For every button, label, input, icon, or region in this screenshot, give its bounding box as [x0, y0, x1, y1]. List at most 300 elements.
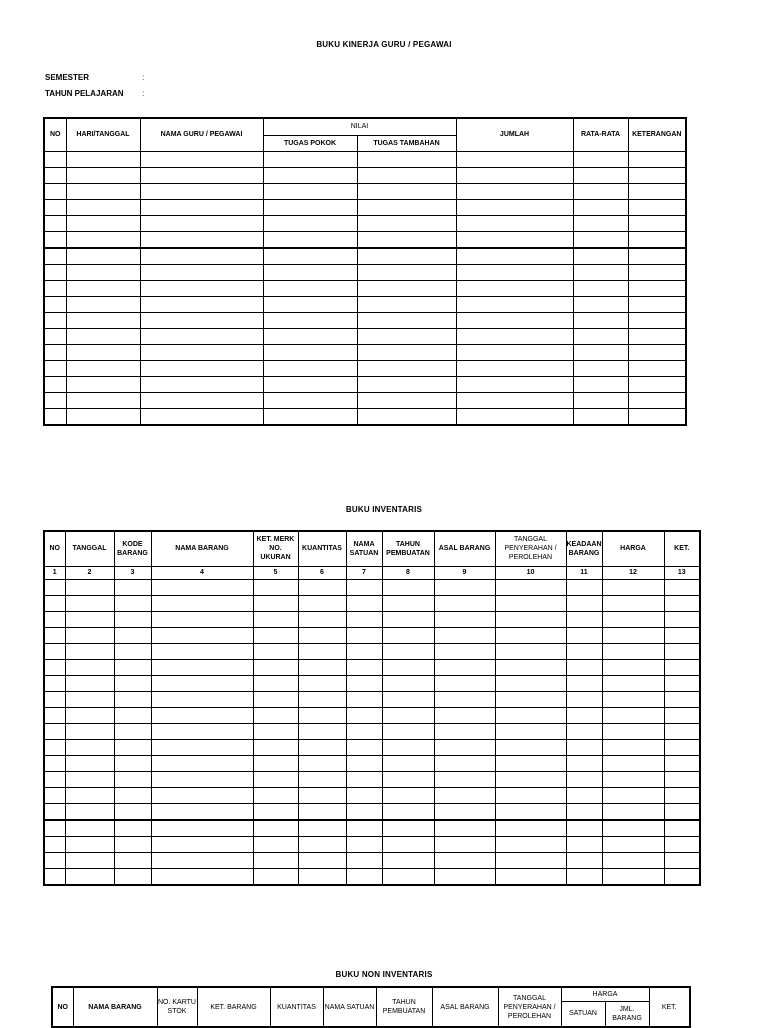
- table-cell[interactable]: [44, 280, 66, 296]
- table-cell[interactable]: [434, 579, 495, 595]
- table-cell[interactable]: [140, 296, 263, 312]
- table-cell[interactable]: [263, 328, 357, 344]
- table-cell[interactable]: [66, 264, 140, 280]
- table-cell[interactable]: [253, 691, 298, 707]
- table-cell[interactable]: [140, 376, 263, 392]
- table-cell[interactable]: [65, 579, 114, 595]
- table-cell[interactable]: [253, 739, 298, 755]
- table-cell[interactable]: [573, 151, 628, 167]
- table-cell[interactable]: [140, 167, 263, 183]
- table-cell[interactable]: [151, 595, 253, 611]
- table-cell[interactable]: [114, 852, 151, 868]
- table-cell[interactable]: [628, 167, 686, 183]
- table-cell[interactable]: [114, 771, 151, 787]
- table-cell[interactable]: [573, 248, 628, 265]
- table-cell[interactable]: [566, 739, 602, 755]
- table-cell[interactable]: [44, 595, 65, 611]
- table-cell[interactable]: [44, 723, 65, 739]
- table-cell[interactable]: [346, 868, 382, 885]
- table-cell[interactable]: [573, 280, 628, 296]
- table-cell[interactable]: [628, 408, 686, 425]
- table-cell[interactable]: [456, 376, 573, 392]
- table-cell[interactable]: [151, 691, 253, 707]
- table-cell[interactable]: [664, 595, 700, 611]
- table-cell[interactable]: [357, 408, 456, 425]
- table-cell[interactable]: [346, 595, 382, 611]
- table-cell[interactable]: [346, 691, 382, 707]
- table-cell[interactable]: [602, 803, 664, 820]
- table-cell[interactable]: [44, 868, 65, 885]
- table-cell[interactable]: [44, 643, 65, 659]
- table-cell[interactable]: [44, 771, 65, 787]
- table-cell[interactable]: [602, 836, 664, 852]
- table-cell[interactable]: [44, 579, 65, 595]
- table-cell[interactable]: [357, 183, 456, 199]
- table-cell[interactable]: [44, 248, 66, 265]
- table-cell[interactable]: [253, 820, 298, 837]
- table-cell[interactable]: [114, 579, 151, 595]
- table-cell[interactable]: [434, 691, 495, 707]
- table-cell[interactable]: [566, 836, 602, 852]
- table-cell[interactable]: [140, 344, 263, 360]
- table-cell[interactable]: [664, 659, 700, 675]
- table-cell[interactable]: [151, 771, 253, 787]
- table-cell[interactable]: [263, 231, 357, 248]
- table-cell[interactable]: [434, 723, 495, 739]
- table-cell[interactable]: [346, 739, 382, 755]
- table-cell[interactable]: [456, 328, 573, 344]
- table-cell[interactable]: [44, 611, 65, 627]
- table-cell[interactable]: [664, 611, 700, 627]
- table-cell[interactable]: [298, 868, 346, 885]
- table-cell[interactable]: [114, 691, 151, 707]
- table-cell[interactable]: [346, 627, 382, 643]
- table-cell[interactable]: [65, 787, 114, 803]
- table-cell[interactable]: [298, 691, 346, 707]
- table-cell[interactable]: [628, 328, 686, 344]
- table-cell[interactable]: [151, 659, 253, 675]
- table-cell[interactable]: [357, 264, 456, 280]
- table-cell[interactable]: [44, 183, 66, 199]
- table-cell[interactable]: [664, 820, 700, 837]
- table-cell[interactable]: [151, 675, 253, 691]
- table-cell[interactable]: [664, 723, 700, 739]
- table-cell[interactable]: [298, 611, 346, 627]
- table-cell[interactable]: [573, 183, 628, 199]
- table-cell[interactable]: [151, 787, 253, 803]
- table-cell[interactable]: [628, 183, 686, 199]
- table-cell[interactable]: [664, 675, 700, 691]
- table-cell[interactable]: [602, 771, 664, 787]
- table-cell[interactable]: [434, 675, 495, 691]
- table-cell[interactable]: [114, 820, 151, 837]
- table-cell[interactable]: [456, 183, 573, 199]
- table-cell[interactable]: [65, 771, 114, 787]
- table-cell[interactable]: [151, 820, 253, 837]
- table-cell[interactable]: [456, 312, 573, 328]
- table-cell[interactable]: [140, 360, 263, 376]
- table-cell[interactable]: [253, 643, 298, 659]
- table-cell[interactable]: [573, 231, 628, 248]
- table-cell[interactable]: [566, 852, 602, 868]
- table-cell[interactable]: [434, 659, 495, 675]
- table-cell[interactable]: [566, 803, 602, 820]
- table-cell[interactable]: [44, 376, 66, 392]
- table-cell[interactable]: [298, 707, 346, 723]
- table-cell[interactable]: [140, 215, 263, 231]
- table-cell[interactable]: [66, 408, 140, 425]
- table-cell[interactable]: [602, 643, 664, 659]
- table-cell[interactable]: [602, 739, 664, 755]
- table-cell[interactable]: [44, 215, 66, 231]
- table-cell[interactable]: [114, 659, 151, 675]
- table-cell[interactable]: [495, 707, 566, 723]
- table-cell[interactable]: [628, 151, 686, 167]
- table-cell[interactable]: [263, 312, 357, 328]
- table-cell[interactable]: [495, 852, 566, 868]
- table-cell[interactable]: [434, 771, 495, 787]
- table-cell[interactable]: [628, 344, 686, 360]
- table-cell[interactable]: [382, 820, 434, 837]
- table-cell[interactable]: [434, 643, 495, 659]
- table-cell[interactable]: [602, 707, 664, 723]
- table-cell[interactable]: [434, 755, 495, 771]
- table-cell[interactable]: [357, 167, 456, 183]
- table-cell[interactable]: [573, 408, 628, 425]
- table-cell[interactable]: [140, 312, 263, 328]
- table-cell[interactable]: [44, 707, 65, 723]
- table-cell[interactable]: [253, 707, 298, 723]
- table-cell[interactable]: [566, 868, 602, 885]
- table-cell[interactable]: [65, 820, 114, 837]
- table-cell[interactable]: [140, 231, 263, 248]
- table-cell[interactable]: [114, 723, 151, 739]
- table-cell[interactable]: [664, 739, 700, 755]
- table-cell[interactable]: [65, 675, 114, 691]
- table-cell[interactable]: [628, 360, 686, 376]
- table-cell[interactable]: [253, 852, 298, 868]
- table-cell[interactable]: [263, 344, 357, 360]
- table-cell[interactable]: [456, 167, 573, 183]
- table-cell[interactable]: [382, 852, 434, 868]
- table-cell[interactable]: [602, 579, 664, 595]
- table-cell[interactable]: [44, 296, 66, 312]
- table-cell[interactable]: [628, 199, 686, 215]
- table-cell[interactable]: [44, 739, 65, 755]
- table-cell[interactable]: [263, 360, 357, 376]
- table-cell[interactable]: [456, 296, 573, 312]
- table-cell[interactable]: [566, 771, 602, 787]
- table-cell[interactable]: [573, 312, 628, 328]
- table-cell[interactable]: [573, 264, 628, 280]
- table-cell[interactable]: [566, 579, 602, 595]
- table-cell[interactable]: [456, 231, 573, 248]
- table-cell[interactable]: [66, 392, 140, 408]
- table-cell[interactable]: [44, 408, 66, 425]
- table-cell[interactable]: [434, 739, 495, 755]
- table-cell[interactable]: [434, 611, 495, 627]
- table-cell[interactable]: [495, 627, 566, 643]
- table-cell[interactable]: [140, 264, 263, 280]
- table-cell[interactable]: [44, 151, 66, 167]
- table-cell[interactable]: [253, 771, 298, 787]
- table-cell[interactable]: [357, 376, 456, 392]
- table-cell[interactable]: [298, 787, 346, 803]
- table-cell[interactable]: [140, 151, 263, 167]
- table-cell[interactable]: [495, 643, 566, 659]
- table-cell[interactable]: [66, 167, 140, 183]
- table-cell[interactable]: [253, 836, 298, 852]
- table-cell[interactable]: [114, 627, 151, 643]
- table-cell[interactable]: [602, 659, 664, 675]
- table-cell[interactable]: [151, 643, 253, 659]
- table-cell[interactable]: [253, 611, 298, 627]
- table-cell[interactable]: [357, 280, 456, 296]
- table-cell[interactable]: [495, 803, 566, 820]
- table-cell[interactable]: [66, 183, 140, 199]
- table-cell[interactable]: [664, 787, 700, 803]
- table-cell[interactable]: [263, 183, 357, 199]
- table-cell[interactable]: [346, 643, 382, 659]
- table-cell[interactable]: [66, 280, 140, 296]
- table-cell[interactable]: [664, 707, 700, 723]
- table-cell[interactable]: [151, 579, 253, 595]
- table-cell[interactable]: [66, 376, 140, 392]
- table-cell[interactable]: [140, 280, 263, 296]
- table-cell[interactable]: [664, 836, 700, 852]
- table-cell[interactable]: [357, 231, 456, 248]
- table-cell[interactable]: [434, 707, 495, 723]
- table-cell[interactable]: [434, 836, 495, 852]
- table-cell[interactable]: [573, 328, 628, 344]
- table-cell[interactable]: [357, 360, 456, 376]
- table-cell[interactable]: [65, 691, 114, 707]
- table-cell[interactable]: [495, 659, 566, 675]
- table-cell[interactable]: [566, 755, 602, 771]
- table-cell[interactable]: [664, 643, 700, 659]
- table-cell[interactable]: [263, 264, 357, 280]
- table-cell[interactable]: [456, 360, 573, 376]
- table-cell[interactable]: [44, 199, 66, 215]
- table-cell[interactable]: [65, 755, 114, 771]
- table-cell[interactable]: [628, 296, 686, 312]
- table-cell[interactable]: [573, 296, 628, 312]
- table-cell[interactable]: [382, 611, 434, 627]
- table-cell[interactable]: [602, 820, 664, 837]
- table-cell[interactable]: [382, 868, 434, 885]
- table-cell[interactable]: [140, 392, 263, 408]
- table-cell[interactable]: [456, 392, 573, 408]
- table-cell[interactable]: [66, 328, 140, 344]
- table-cell[interactable]: [151, 723, 253, 739]
- table-cell[interactable]: [263, 296, 357, 312]
- table-cell[interactable]: [357, 296, 456, 312]
- table-cell[interactable]: [357, 199, 456, 215]
- table-cell[interactable]: [253, 868, 298, 885]
- table-cell[interactable]: [628, 376, 686, 392]
- table-cell[interactable]: [114, 787, 151, 803]
- table-cell[interactable]: [664, 803, 700, 820]
- table-cell[interactable]: [114, 643, 151, 659]
- table-cell[interactable]: [566, 820, 602, 837]
- table-cell[interactable]: [456, 215, 573, 231]
- table-cell[interactable]: [357, 151, 456, 167]
- table-cell[interactable]: [456, 248, 573, 265]
- table-cell[interactable]: [298, 595, 346, 611]
- table-cell[interactable]: [495, 868, 566, 885]
- table-cell[interactable]: [114, 803, 151, 820]
- table-cell[interactable]: [346, 755, 382, 771]
- table-cell[interactable]: [298, 820, 346, 837]
- table-cell[interactable]: [346, 771, 382, 787]
- table-cell[interactable]: [298, 836, 346, 852]
- table-cell[interactable]: [66, 231, 140, 248]
- table-cell[interactable]: [346, 611, 382, 627]
- table-cell[interactable]: [602, 787, 664, 803]
- table-cell[interactable]: [298, 739, 346, 755]
- table-cell[interactable]: [602, 627, 664, 643]
- table-cell[interactable]: [357, 328, 456, 344]
- table-cell[interactable]: [434, 868, 495, 885]
- table-cell[interactable]: [44, 659, 65, 675]
- table-cell[interactable]: [495, 787, 566, 803]
- table-cell[interactable]: [346, 707, 382, 723]
- table-cell[interactable]: [602, 611, 664, 627]
- table-cell[interactable]: [346, 659, 382, 675]
- table-cell[interactable]: [65, 643, 114, 659]
- table-cell[interactable]: [298, 852, 346, 868]
- table-cell[interactable]: [573, 344, 628, 360]
- table-cell[interactable]: [44, 167, 66, 183]
- table-cell[interactable]: [382, 771, 434, 787]
- table-cell[interactable]: [382, 691, 434, 707]
- table-cell[interactable]: [602, 675, 664, 691]
- table-cell[interactable]: [664, 691, 700, 707]
- table-cell[interactable]: [114, 595, 151, 611]
- table-cell[interactable]: [263, 280, 357, 296]
- table-cell[interactable]: [65, 852, 114, 868]
- table-cell[interactable]: [628, 264, 686, 280]
- table-cell[interactable]: [253, 755, 298, 771]
- table-cell[interactable]: [456, 199, 573, 215]
- table-cell[interactable]: [566, 627, 602, 643]
- table-cell[interactable]: [65, 627, 114, 643]
- table-cell[interactable]: [602, 755, 664, 771]
- table-cell[interactable]: [357, 312, 456, 328]
- table-cell[interactable]: [44, 264, 66, 280]
- table-cell[interactable]: [44, 820, 65, 837]
- table-cell[interactable]: [66, 215, 140, 231]
- table-cell[interactable]: [66, 344, 140, 360]
- table-cell[interactable]: [151, 739, 253, 755]
- table-cell[interactable]: [434, 595, 495, 611]
- table-cell[interactable]: [495, 771, 566, 787]
- table-cell[interactable]: [298, 643, 346, 659]
- table-cell[interactable]: [253, 627, 298, 643]
- table-cell[interactable]: [628, 312, 686, 328]
- table-cell[interactable]: [566, 691, 602, 707]
- table-cell[interactable]: [114, 611, 151, 627]
- table-cell[interactable]: [382, 836, 434, 852]
- table-cell[interactable]: [65, 659, 114, 675]
- table-cell[interactable]: [346, 852, 382, 868]
- table-cell[interactable]: [298, 803, 346, 820]
- table-cell[interactable]: [566, 723, 602, 739]
- table-cell[interactable]: [495, 611, 566, 627]
- table-cell[interactable]: [346, 723, 382, 739]
- table-cell[interactable]: [382, 659, 434, 675]
- table-cell[interactable]: [114, 707, 151, 723]
- table-cell[interactable]: [628, 392, 686, 408]
- table-cell[interactable]: [44, 627, 65, 643]
- table-cell[interactable]: [263, 376, 357, 392]
- table-cell[interactable]: [434, 627, 495, 643]
- table-cell[interactable]: [602, 723, 664, 739]
- table-cell[interactable]: [263, 199, 357, 215]
- table-cell[interactable]: [628, 248, 686, 265]
- table-cell[interactable]: [65, 803, 114, 820]
- table-cell[interactable]: [346, 803, 382, 820]
- table-cell[interactable]: [434, 803, 495, 820]
- table-cell[interactable]: [664, 755, 700, 771]
- table-cell[interactable]: [253, 595, 298, 611]
- table-cell[interactable]: [573, 199, 628, 215]
- table-cell[interactable]: [573, 215, 628, 231]
- table-cell[interactable]: [602, 868, 664, 885]
- table-cell[interactable]: [114, 739, 151, 755]
- table-cell[interactable]: [253, 723, 298, 739]
- table-cell[interactable]: [253, 579, 298, 595]
- table-cell[interactable]: [456, 264, 573, 280]
- table-cell[interactable]: [140, 408, 263, 425]
- table-cell[interactable]: [114, 755, 151, 771]
- table-cell[interactable]: [382, 803, 434, 820]
- table-cell[interactable]: [382, 643, 434, 659]
- table-cell[interactable]: [456, 151, 573, 167]
- table-cell[interactable]: [456, 344, 573, 360]
- table-cell[interactable]: [382, 739, 434, 755]
- table-cell[interactable]: [382, 595, 434, 611]
- table-cell[interactable]: [566, 707, 602, 723]
- table-cell[interactable]: [602, 691, 664, 707]
- table-cell[interactable]: [566, 787, 602, 803]
- table-cell[interactable]: [151, 611, 253, 627]
- table-cell[interactable]: [573, 167, 628, 183]
- table-cell[interactable]: [65, 868, 114, 885]
- table-cell[interactable]: [382, 723, 434, 739]
- table-cell[interactable]: [44, 231, 66, 248]
- table-cell[interactable]: [151, 836, 253, 852]
- table-cell[interactable]: [263, 392, 357, 408]
- table-cell[interactable]: [664, 868, 700, 885]
- table-cell[interactable]: [495, 755, 566, 771]
- table-cell[interactable]: [664, 579, 700, 595]
- table-cell[interactable]: [44, 675, 65, 691]
- table-cell[interactable]: [357, 344, 456, 360]
- table-cell[interactable]: [434, 820, 495, 837]
- table-cell[interactable]: [263, 215, 357, 231]
- table-cell[interactable]: [495, 739, 566, 755]
- table-cell[interactable]: [495, 579, 566, 595]
- table-cell[interactable]: [495, 675, 566, 691]
- table-cell[interactable]: [346, 820, 382, 837]
- table-cell[interactable]: [602, 852, 664, 868]
- table-cell[interactable]: [66, 151, 140, 167]
- table-cell[interactable]: [357, 248, 456, 265]
- table-cell[interactable]: [44, 787, 65, 803]
- table-cell[interactable]: [346, 836, 382, 852]
- table-cell[interactable]: [44, 312, 66, 328]
